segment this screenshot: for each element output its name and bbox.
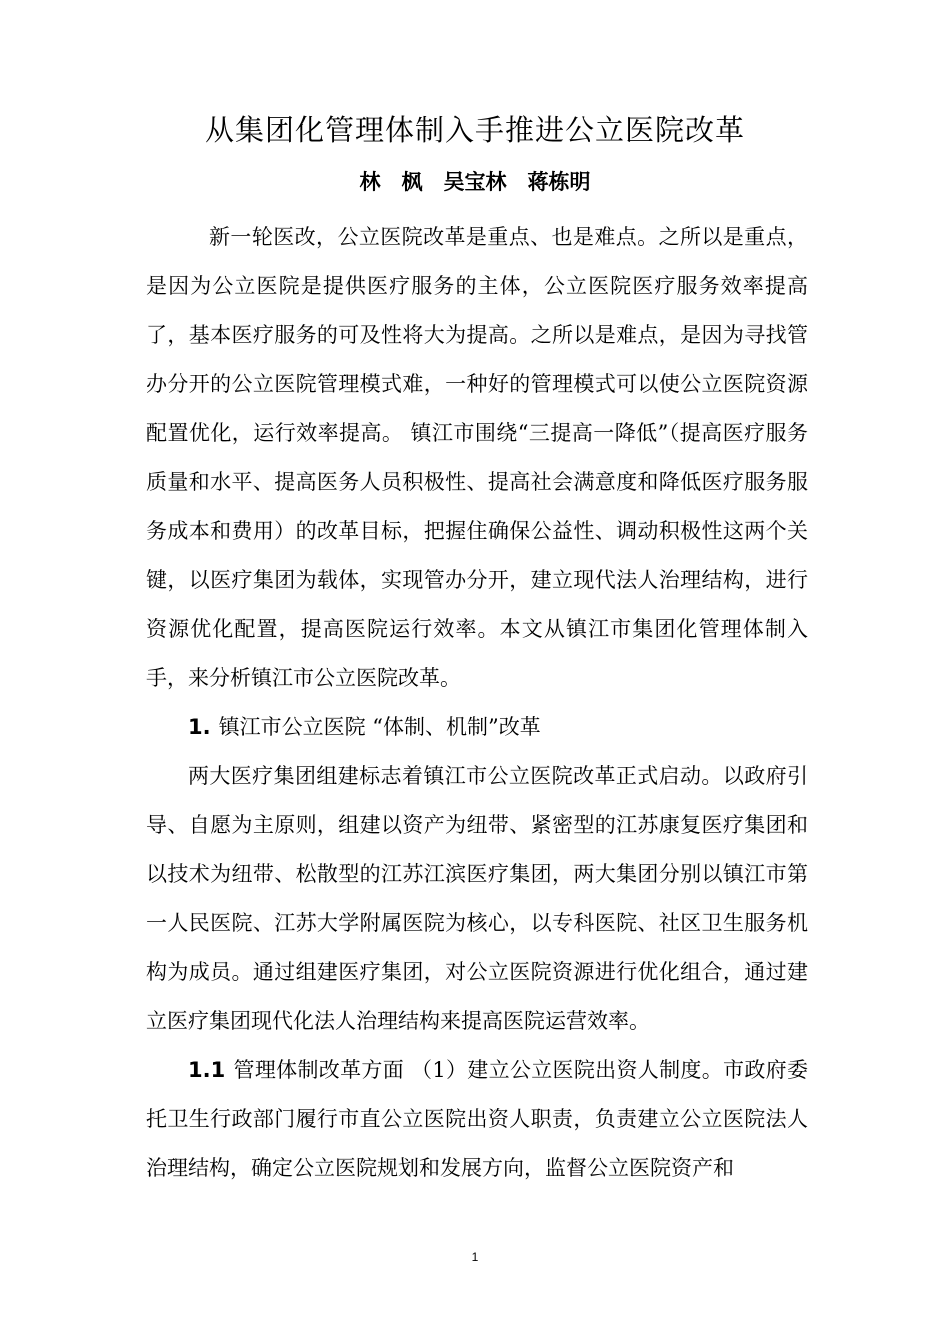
section-1-1-text: 管理体制改革方面 （1）建立公立医院出资人制度。市政府委托卫生行政部门履行市直公立医院出资人职责，负责建立公立医院法人治理结构，确定公立医院规划和发展方向，监督公立医院资产和 — [146, 1058, 808, 1180]
section-1-1-number: 1.1 — [188, 1058, 226, 1082]
section-1-title: 镇江市公立医院 “体制、机制”改革 — [218, 715, 541, 739]
section-1-number: 1. — [188, 715, 211, 739]
section-1-paragraph: 两大医疗集团组建标志着镇江市公立医院改革正式启动。以政府引导、自愿为主原则，组建以资产为纽带、紧密型的江苏康复医疗集团和以技术为纽带、松散型的江苏江滨医疗集团，两大集团分别以镇江市第一人民医院、江苏大学附属医院为核心，以专科医院、社区卫生服务机构为成员。通过组建医疗集团，对公立医院资源进行优化组合，通过建立医疗集团现代化法人治理结构来提高医院运营效率。 — [146, 764, 808, 1033]
section-1-1-paragraph — [146, 1046, 808, 1193]
document-title: 从集团化管理体制入手推进公立医院改革 — [204, 113, 745, 147]
document-body — [146, 213, 808, 1193]
intro-paragraph: 新一轮医改，公立医院改革是重点、也是难点。之所以是重点，是因为公立医院是提供医疗服务的主体，公立医院医疗服务效率提高了，基本医疗服务的可及性将大为提高。之所以是难点，是因为寻找管办分开的公立医院管理模式难，一种好的管理模式可以使公立医院资源配置优化，运行效率提高。 镇江市围绕“三提高一降低”（提高医疗服务质量和水平、提高医务人员积极性、提高社会满意度和降低医疗服务服务成本和费用）的改革目标，把握住确保公益性、调动积极性这两个关键，以医疗集团为载体，实现管办分开，建立现代法人治理结构，进行资源优化配置，提高医院运行效率。本文从镇江市集团化管理体制入手，来分析镇江市公立医院改革。 — [146, 225, 808, 690]
document-authors: 林 枫 吴宝林 蒋栋明 — [359, 170, 591, 194]
section-1-heading — [146, 703, 808, 752]
page-number: 1 — [471, 1250, 479, 1264]
